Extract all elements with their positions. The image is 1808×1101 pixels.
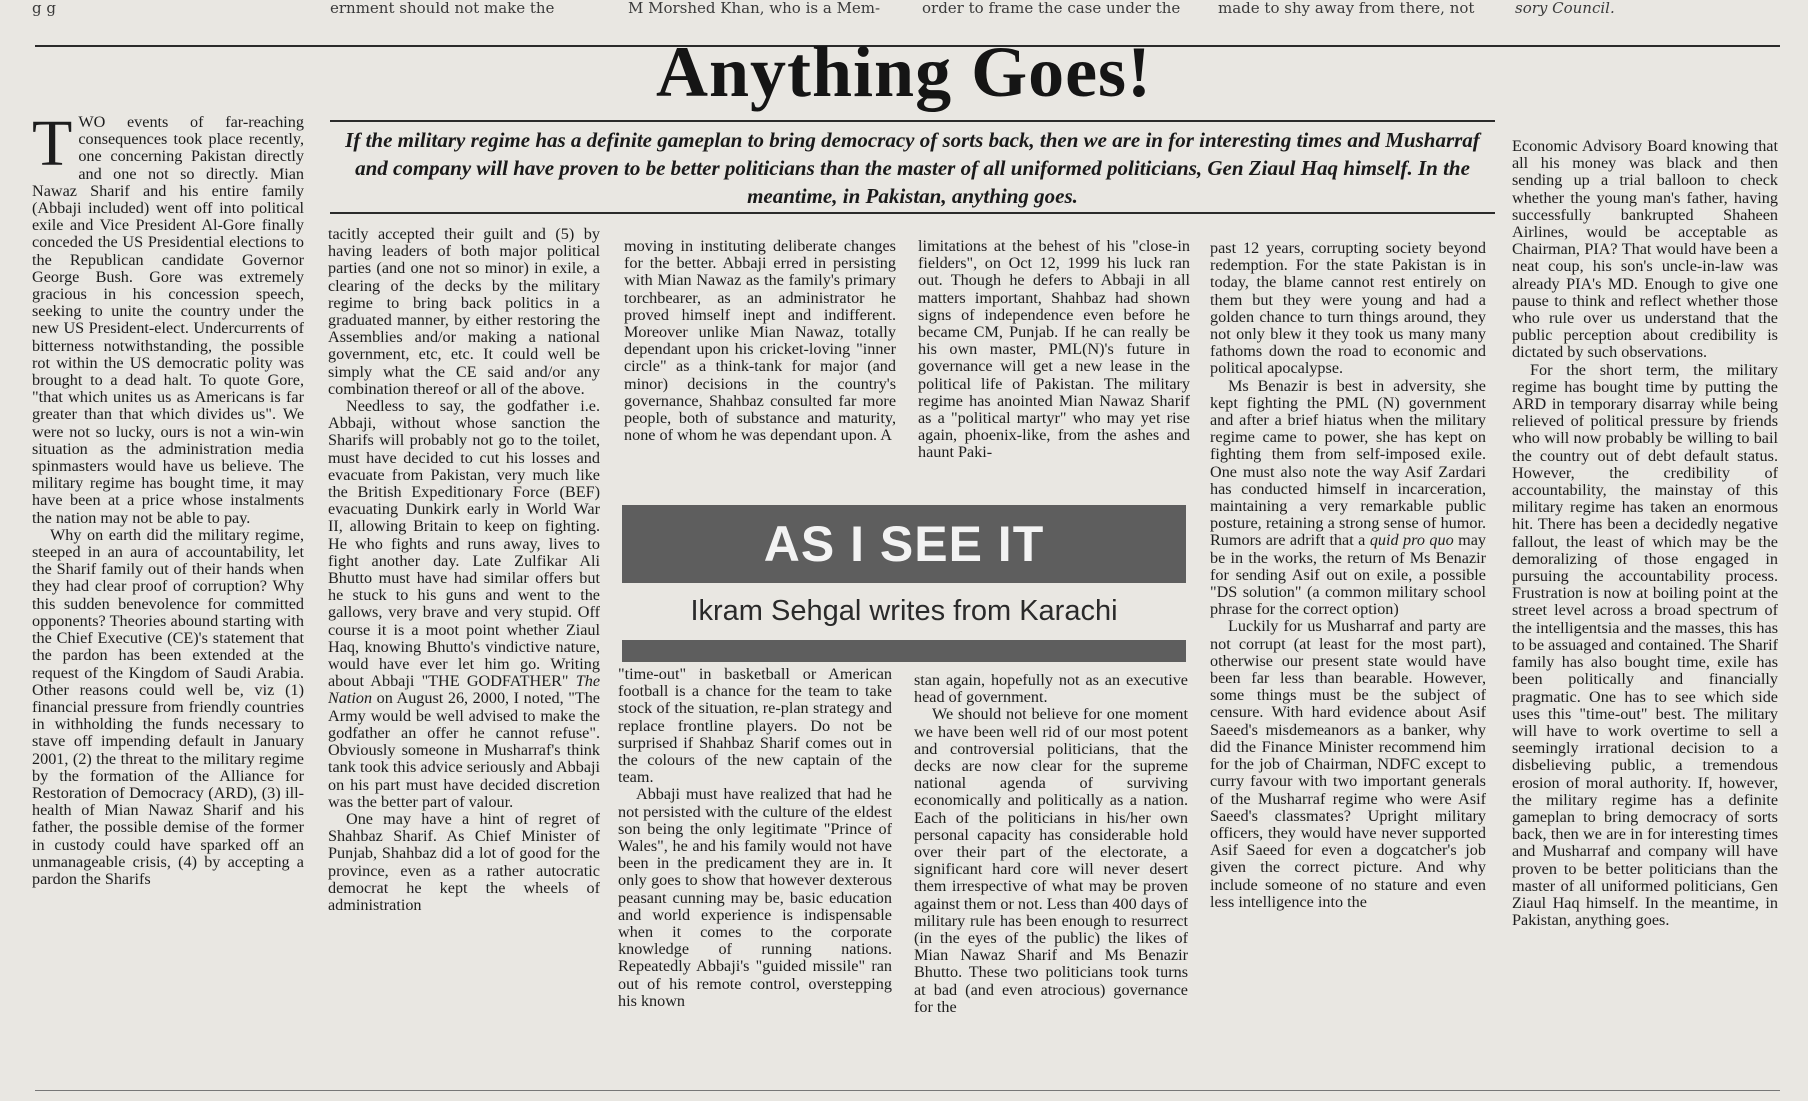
top-snippet-4: order to frame the case under the: [922, 0, 1181, 17]
newspaper-name: The Nation: [328, 672, 600, 708]
column-6-paragraph-1: Economic Advisory Board knowing that all his money was black and then sending up a trial balloon to check whether the young man's father, having successfully bankrupted Shaheen Airlines, would be acceptable as Chairman, PIA? That would have been a neat coup, his son's uncle-in-law was already PIA's MD. Enough to give one pause to think and reflect whether those who rule over us understand that the public perception about credibility is dictated by such observations.: [1512, 138, 1778, 362]
deck-bottom-rule: [330, 212, 1495, 214]
column-banner-title: AS I SEE IT: [763, 516, 1045, 572]
column-2-paragraph-3: One may have a hint of regret of Shahbaz Sharif. As Chief Minister of Punjab, Shahbaz did a lot of good for the province, even as a rather autocratic democrat he kept the wheels of administration: [328, 809, 600, 914]
byline: Ikram Sehgal writes from Karachi: [690, 595, 1118, 627]
headline: Anything Goes!: [655, 32, 1153, 112]
column-4-top: [918, 238, 1190, 500]
top-snippet-2: ernment should not make the: [330, 0, 555, 17]
column-4-bottom-paragraph-2: We should not believe for one moment we have been well rid of our most potent and controversial politicians, that the decks are now clear for the supreme national agenda of surviving economically and politically as a nation. Each of the politicians in his/her own personal capacity has considerable hold over their part of the electorate, a significant hard core will never desert them irrespective of what may be proven against them or not. Less than 400 days of military rule has been enough to resurrect (in the eyes of the public) the likes of Mian Nawaz Sharif and Ms Benazir Bhutto. These two politicians took turns at bad (and even atrocious) governance for the: [914, 705, 1188, 1016]
column-2: [328, 226, 600, 1076]
column-6: [1512, 138, 1778, 1086]
column-5-paragraph-2: Ms Benazir is best in adversity, she kept fighting the PML (N) government and after a brief hiatus when the military regime came to power, she has kept on fighting them from self-imposed exile. One must also note the way Asif Zardari has conducted himself in incarceration, maintaining a very remarkable public posture, retaining a strong sense of humor. Rumors are adrift that a: [1210, 376, 1486, 550]
column-banner: [622, 505, 1186, 583]
column-5-paragraph-1: past 12 years, corrupting society beyond redemption. For the state Pakistan is in today, the blame cannot rest entirely on them but they were young and had a golden chance to turn things around, they not only blew it they took us many many fathoms down the road to economic and political apocalypse.: [1210, 240, 1486, 378]
deck-top-rule: [330, 120, 1495, 122]
column-6-paragraph-2: For the short term, the military regime has bought time by putting the ARD in temporary disarray while being relieved of political pressure by friends who will now probably be willing to bail the country out of debt default status. However, the credibility of accountability, the mainstay of this military regime has taken an enormous hit. There has been a decidedly negative fallout, the least of which may be the demoralizing of those engaged in pursuing the accountability process. Frustration is now at boiling point at the street level across a broad spectrum of the intelligentsia and the masses, this has to be assuaged and contained. The Sharif family has also bought time, exile has been politically and financially pragmatic. One has to see which side uses this "time-out" best. The military will have to work overtime to sell a seemingly irrational decision to a disbelieving public, a tremendous erosion of moral authority. If, however, the military regime has a definite gameplan to bring democracy of sorts back, then we are in for interesting times and Musharraf and company will have proven to be better politicians than the master of all uniformed politicians, Gen Ziaul Haq himself. In the meantime, in Pakistan, anything goes.: [1512, 360, 1778, 930]
column-3-bottom: [618, 666, 892, 1076]
column-5-paragraph-2-tail: may be in the works, the return of Ms Benazir for sending Asif out on exile, a possible "DS solution" (a common military school phrase for the correct option): [1210, 531, 1486, 619]
drop-cap: T: [32, 114, 73, 180]
column-3-top-text: moving in instituting deliberate changes for the better. Abbaji erred in persisting with Mian Nawaz as the family's primary torchbearer, as an administrator he proved himself inept and indifferent. Moreover unlike Mian Nawaz, totally dependant upon his cricket-loving "inner circle" as a think-tank for major (and minor) decisions in the country's governance, Shahbaz consulted far more people, both of substance and maturity, none of whom he was dependant upon. A: [624, 238, 896, 445]
column-2-paragraph-1: tacitly accepted their guilt and (5) by having leaders of both major political parties (and one not so minor) in exile, a clearing of the decks by the military regime to bring back politics in a graduated manner, by either restoring the Assemblies and/or making a national government, etc, etc. It could well be simply what the CE said and/or any combination thereof or all of the above.: [328, 226, 600, 398]
byline-bar: [622, 640, 1186, 662]
column-1-paragraph-2: Why on earth did the military regime, steeped in an aura of accountability, let the Sharif family out of their hands when they had clear proof of corruption? Why this sudden benevolence for committed opponents? Theories abound starting with the Chief Executive (CE)'s statement that the pardon has been extended at the request of the Kingdom of Saudi Arabia. Other reasons could well be, viz (1) financial pressure from friendly countries in withholding the funds necessary to stave off impending default in January 2001, (2) the threat to the military regime by the formation of the Alliance for Restoration of Democracy (ARD), (3) ill-health of Mian Nawaz Sharif and his father, the possible demise of the former in custody could have sparked off an unmanageable crisis, (4) by accepting a pardon the Sharifs: [32, 525, 304, 888]
column-1-paragraph-1: WO events of far-reaching consequences took place recently, one concerning Pakistan directly and one not so directly. Mian Nawaz Sharif and his entire family (Abbaji included) went off into political exile and Vice President Al-Gore finally conceded the US Presidential elections to the Republican candidate Governor George Bush. Gore was extremely gracious in his concession speech, seeking to unite the country under the new US President-elect. Undercurrents of bitterness notwithstanding, the possible rot within the US democratic polity was brought to a dead halt. To quote Gore, "that which unites us as Americans is far greater than that which divides us". We were not so lucky, ours is not a win-win situation as the administration media spinmasters would have us believe. The military regime has bought time, it may have been at a price whose instalments the nation may not be able to pay.: [32, 114, 304, 527]
column-2-paragraph-2-tail: on August 26, 2000, I noted, "The Army would be well advised to make the godfather an offer he cannot refuse". Obviously someone in Musharraf's think tank took this advice seriously and Abbaji on his part must have decided discretion was the better part of valour.: [328, 689, 600, 811]
top-snippet-6: sory Council.: [1515, 0, 1615, 17]
column-3-bottom-paragraph-2: Abbaji must have realized that had he not persisted with the culture of the eldest son being the only legitimate "Prince of Wales", he and his family would not have been in the predicament they are in. It only goes to show that however dexterous peasant cunning may be, basic education and world experience is indispensable when it comes to the corporate knowledge of running nations. Repeatedly Abbaji's "guided missile" ran out of his remote control, overstepping his known: [618, 785, 892, 1010]
column-4-top-text: limitations at the behest of his "close-in fielders", on Oct 12, 1999 his luck ran out. Though he defers to Abbaji in all matters important, Shahbaz had shown signs of independence even before he became CM, Punjab. If he can really be his own master, PML(N)'s future in governance will get a new lease in the political life of Pakistan. The military regime has anointed Mian Nawaz Sharif as a "political martyr" who may yet rise again, phoenix-like, from the ashes and haunt Paki-: [918, 238, 1190, 462]
column-5: [1210, 240, 1486, 1076]
column-5-paragraph-3: Luckily for us Musharraf and party are not corrupt (at least for the most part), otherwise our present state would have been far less than bearable. However, some things must be the subject of censure. With hard evidence about Asif Saeed's misdemeanors as a banker, why did the Finance Minister recommend him for the job of Chairman, NDFC except to curry favour with two important generals of the Musharraf regime who were Asif Saeed's classmates? Upright military officers, they would have never supported Asif Saeed for even a dogcatcher's job given the correct picture. And why include someone of no stature and even less intelligence into the: [1210, 617, 1486, 911]
top-snippet-5: made to shy away from there, not: [1218, 0, 1475, 17]
column-3-top: [624, 238, 896, 496]
bottom-rule: [35, 1090, 1780, 1091]
top-snippet-3: M Morshed Khan, who is a Mem-: [628, 0, 881, 17]
column-2-paragraph-2: Needless to say, the godfather i.e. Abbaji, without whose sanction the Sharifs will probably not go to the toilet, must have decided to cut his losses and evacuate from Pakistan, very much like the British Expeditionary Force (BEF) evacuating Dunkirk early in World War II, allowing Britain to keep on fighting. He who fights and runs away, lives to fight another day. Late Zulfikar Ali Bhutto must have had similar offers but he stuck to his guns and went to the gallows, very brave and very stupid. Off course it is a moot point whether Ziaul Haq, knowing Bhutto's vindictive nature, would have ever let him go. Writing about Abbaji "THE GODFATHER": [328, 397, 600, 691]
column-3-bottom-paragraph-1: "time-out" in basketball or American football is a chance for the team to take stock of the situation, re-plan strategy and replace frontline players. Do not be surprised if Shahbaz Sharif comes out in the colours of the new captain of the team.: [618, 666, 892, 787]
column-4-bottom: [914, 672, 1188, 1076]
column-1: [32, 114, 304, 1074]
top-snippet-1: g g: [32, 0, 56, 17]
column-4-bottom-paragraph-1: stan again, hopefully not as an executive head of government.: [914, 672, 1188, 707]
latin-phrase: quid pro quo: [1369, 531, 1454, 550]
deck-text: If the military regime has a definite gameplan to bring democracy of sorts back, then we are in for interesting times and Musharraf and company will have proven to be better politicians than the master of all uniformed politicians, Gen Ziaul Haq himself. In the meantime, in Pakistan, anything goes.: [345, 128, 1480, 208]
